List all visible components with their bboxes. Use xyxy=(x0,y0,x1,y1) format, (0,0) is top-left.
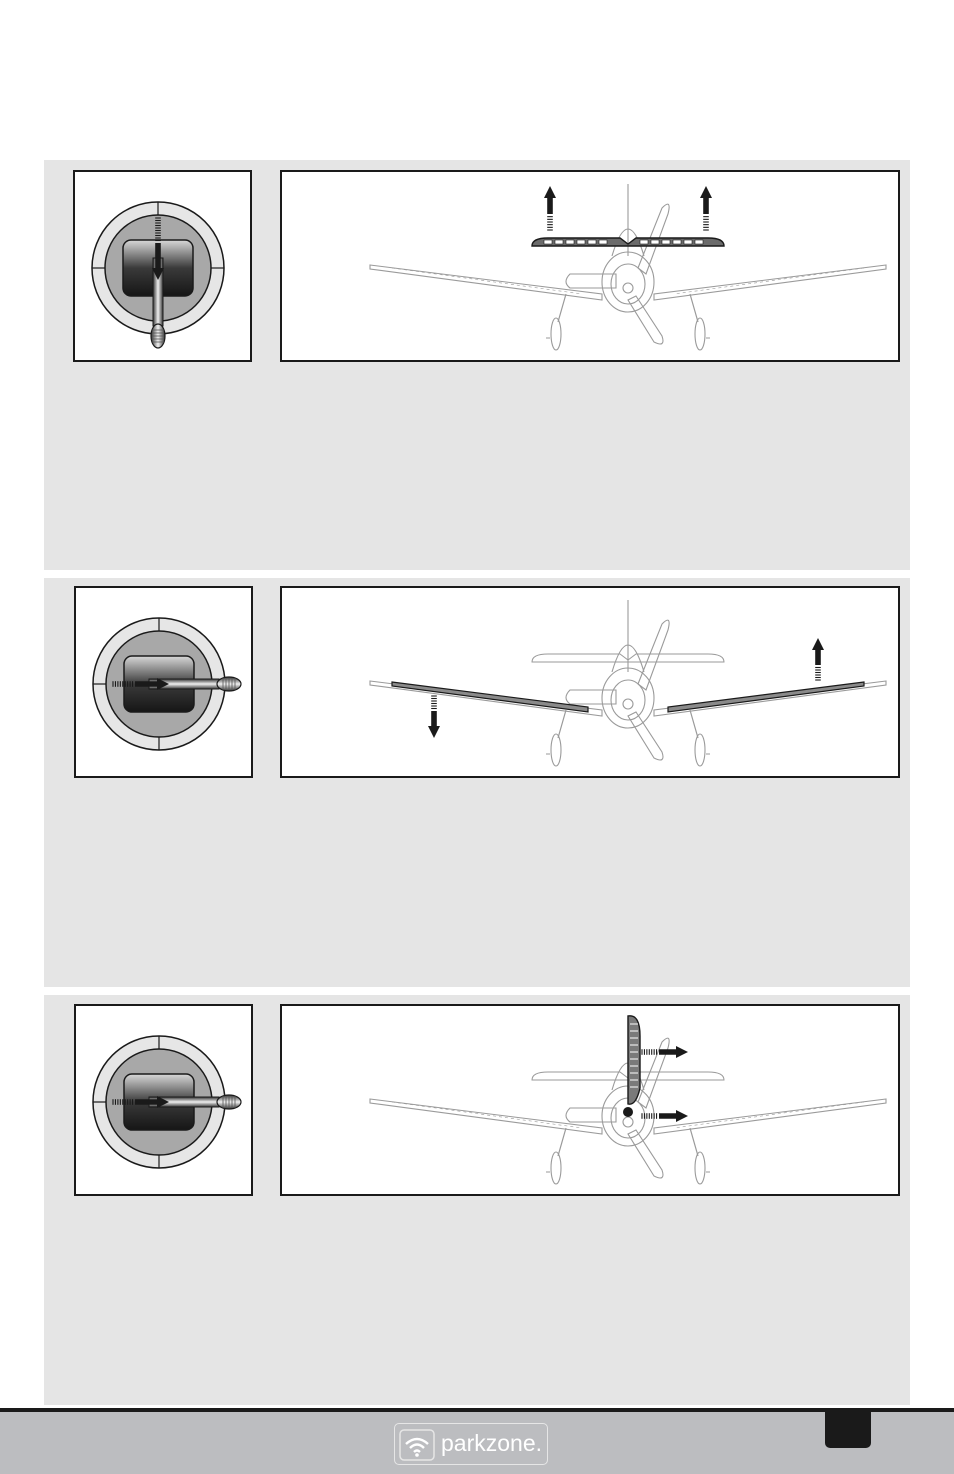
right-elevator-up-arrow xyxy=(700,186,712,230)
page-number-tab xyxy=(825,1412,871,1448)
elevator-gimbal-down xyxy=(75,172,253,364)
rudder-airplane-box-right xyxy=(280,1004,900,1196)
rudder-right-bottom-arrow xyxy=(642,1110,688,1122)
wifi-signal-icon xyxy=(399,1429,435,1461)
airplane-outline xyxy=(370,600,886,766)
elevator-stick-box-down xyxy=(73,170,252,362)
parkzone-logo xyxy=(394,1423,548,1465)
aileron-stick-box-right xyxy=(74,586,253,778)
right-aileron-up-arrow xyxy=(812,638,824,680)
rudder-airplane-right xyxy=(282,1006,900,1198)
highlighted-control-surface xyxy=(623,1016,688,1122)
brand-name: parkzone. xyxy=(441,1430,543,1456)
elevator-airplane-down xyxy=(282,172,900,364)
rudder-stick-box-right xyxy=(74,1004,253,1196)
aileron-airplane-box-right xyxy=(280,586,900,778)
footer-bar xyxy=(0,1408,954,1474)
rudder-gimbal-right xyxy=(76,1006,254,1198)
aileron-airplane-right xyxy=(282,588,900,780)
left-aileron-down-arrow xyxy=(428,696,440,738)
aileron-gimbal-right xyxy=(76,588,254,780)
left-elevator-up-arrow xyxy=(544,186,556,230)
elevator-airplane-box-down xyxy=(280,170,900,362)
airplane-outline xyxy=(370,184,886,350)
